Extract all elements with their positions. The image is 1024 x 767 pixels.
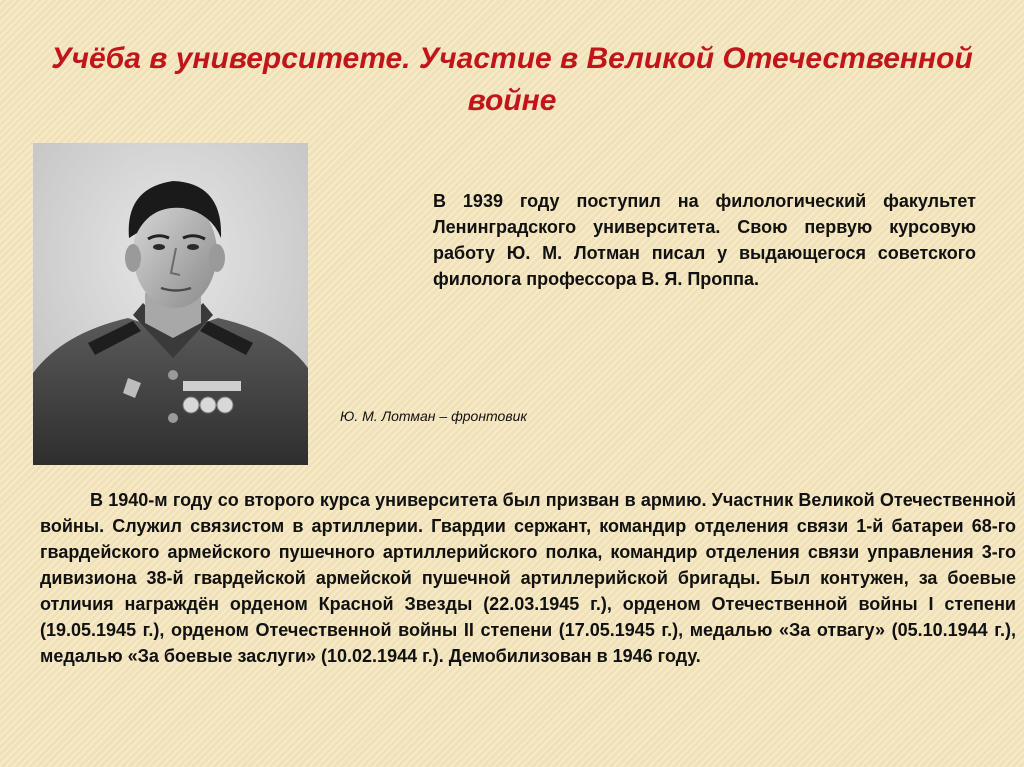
slide-title: Учёба в университете. Участие в Великой Отечественной войне <box>51 42 973 117</box>
portrait-illustration <box>33 143 308 465</box>
portrait-photo <box>33 143 308 465</box>
photo-caption: Ю. М. Лотман – фронтовик <box>340 408 528 424</box>
body-paragraph: В 1940-м году со второго курса университета был призван в армию. Участник Великой Отечественной войны. Служил связистом в артиллерии. Гвардии сержант, командир отделения связи 1-й батареи 68-го гвардейского армейского пушечного артиллерийского полка, командир отделения связи управления 3-го дивизиона 38-й гвардейской армейской пушечной артиллерийской бригады. Был контужен, за боевые отличия награждён орденом Красной Звезды (22.03.1945 г.), орденом Отечественной войны I степени (19.05.1945 г.), орденом Отечественной войны II степени (17.05.1945 г.), медалью «За отвагу» (05.10.1944 г.), медалью «За боевые заслуги» (10.02.1944 г.). Демобилизован в 1946 году. <box>40 490 1016 666</box>
intro-paragraph: В 1939 году поступил на филологический факультет Ленинградского университета. Свою первую курсовую работу Ю. М. Лотман писал у выдающегося советского филолога профессора В. Я. Проппа. <box>433 191 976 289</box>
